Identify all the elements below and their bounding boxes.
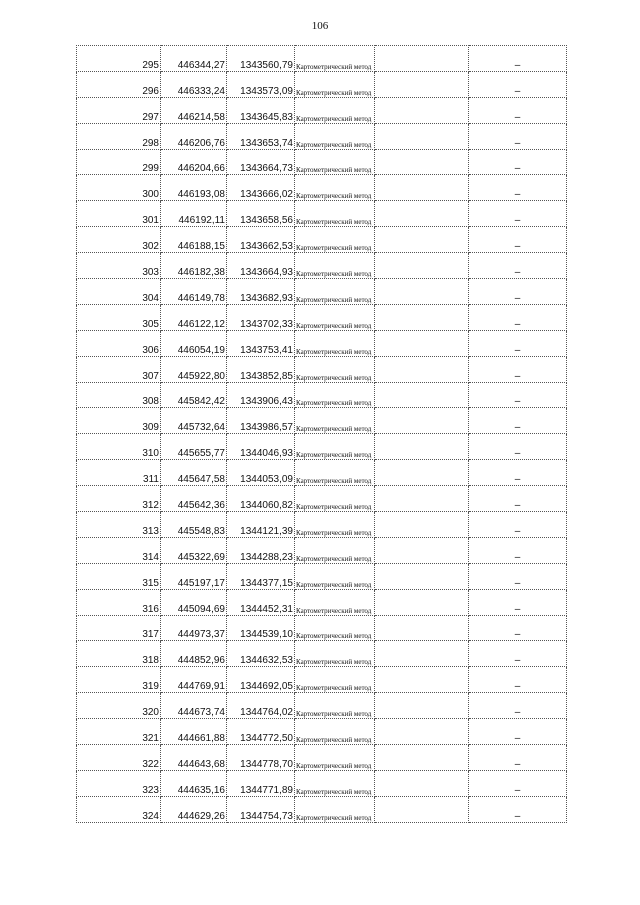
x-coordinate-cell: 446188,15	[161, 227, 227, 253]
accuracy-dash-cell: –	[469, 641, 567, 667]
y-coordinate-cell: 1343560,79	[227, 46, 295, 72]
y-coordinate-cell: 1344288,23	[227, 537, 295, 563]
x-coordinate-cell: 444769,91	[161, 667, 227, 693]
accuracy-dash-cell: –	[469, 175, 567, 201]
accuracy-dash-cell: –	[469, 537, 567, 563]
table-row	[77, 770, 567, 796]
method-cell: Картометрический метод	[295, 537, 375, 563]
table-row	[77, 408, 567, 434]
table-row	[77, 719, 567, 745]
page-number: 106	[311, 20, 329, 32]
empty-cell	[375, 537, 469, 563]
point-number-cell: 295	[77, 46, 161, 72]
x-coordinate-cell: 446214,58	[161, 97, 227, 123]
x-coordinate-cell: 445642,36	[161, 486, 227, 512]
table-row	[77, 641, 567, 667]
x-coordinate-cell: 445732,64	[161, 408, 227, 434]
empty-cell	[375, 486, 469, 512]
x-coordinate-cell: 445197,17	[161, 563, 227, 589]
method-cell: Картометрический метод	[295, 330, 375, 356]
accuracy-dash-cell: –	[469, 486, 567, 512]
table-row	[77, 175, 567, 201]
y-coordinate-cell: 1343753,41	[227, 330, 295, 356]
point-number-cell: 318	[77, 641, 161, 667]
y-coordinate-cell: 1343662,53	[227, 227, 295, 253]
y-coordinate-cell: 1343658,56	[227, 201, 295, 227]
point-number-cell: 316	[77, 589, 161, 615]
x-coordinate-cell: 446206,76	[161, 123, 227, 149]
empty-cell	[375, 149, 469, 175]
point-number-cell: 321	[77, 719, 161, 745]
y-coordinate-cell: 1344754,73	[227, 796, 295, 822]
method-cell: Картометрический метод	[295, 641, 375, 667]
table-row	[77, 382, 567, 408]
table-row	[77, 356, 567, 382]
x-coordinate-cell: 445094,69	[161, 589, 227, 615]
method-cell: Картометрический метод	[295, 356, 375, 382]
method-cell: Картометрический метод	[295, 382, 375, 408]
y-coordinate-cell: 1344053,09	[227, 460, 295, 486]
y-coordinate-cell: 1343573,09	[227, 71, 295, 97]
method-cell: Картометрический метод	[295, 796, 375, 822]
y-coordinate-cell: 1344764,02	[227, 693, 295, 719]
table-row	[77, 589, 567, 615]
empty-cell	[375, 175, 469, 201]
empty-cell	[375, 71, 469, 97]
table-row	[77, 201, 567, 227]
accuracy-dash-cell: –	[469, 279, 567, 305]
method-cell: Картометрический метод	[295, 667, 375, 693]
y-coordinate-cell: 1344772,50	[227, 719, 295, 745]
accuracy-dash-cell: –	[469, 382, 567, 408]
point-number-cell: 309	[77, 408, 161, 434]
accuracy-dash-cell: –	[469, 615, 567, 641]
x-coordinate-cell: 446192,11	[161, 201, 227, 227]
method-cell: Картометрический метод	[295, 486, 375, 512]
accuracy-dash-cell: –	[469, 460, 567, 486]
x-coordinate-cell: 444973,37	[161, 615, 227, 641]
method-cell: Картометрический метод	[295, 719, 375, 745]
x-coordinate-cell: 445548,83	[161, 512, 227, 538]
method-cell: Картометрический метод	[295, 745, 375, 771]
x-coordinate-cell: 444643,68	[161, 745, 227, 771]
table-row	[77, 97, 567, 123]
accuracy-dash-cell: –	[469, 512, 567, 538]
method-cell: Картометрический метод	[295, 693, 375, 719]
point-number-cell: 311	[77, 460, 161, 486]
x-coordinate-cell: 446193,08	[161, 175, 227, 201]
accuracy-dash-cell: –	[469, 46, 567, 72]
x-coordinate-cell: 446149,78	[161, 279, 227, 305]
empty-cell	[375, 563, 469, 589]
x-coordinate-cell: 446333,24	[161, 71, 227, 97]
x-coordinate-cell: 444629,26	[161, 796, 227, 822]
method-cell: Картометрический метод	[295, 253, 375, 279]
point-number-cell: 305	[77, 304, 161, 330]
x-coordinate-cell: 445922,80	[161, 356, 227, 382]
empty-cell	[375, 434, 469, 460]
point-number-cell: 302	[77, 227, 161, 253]
x-coordinate-cell: 444673,74	[161, 693, 227, 719]
point-number-cell: 307	[77, 356, 161, 382]
table-row	[77, 693, 567, 719]
method-cell: Картометрический метод	[295, 123, 375, 149]
table-row	[77, 46, 567, 72]
table-row	[77, 304, 567, 330]
method-cell: Картометрический метод	[295, 770, 375, 796]
accuracy-dash-cell: –	[469, 253, 567, 279]
point-number-cell: 304	[77, 279, 161, 305]
table-row	[77, 330, 567, 356]
table-row	[77, 615, 567, 641]
point-number-cell: 313	[77, 512, 161, 538]
y-coordinate-cell: 1344539,10	[227, 615, 295, 641]
point-number-cell: 301	[77, 201, 161, 227]
accuracy-dash-cell: –	[469, 356, 567, 382]
empty-cell	[375, 512, 469, 538]
method-cell: Картометрический метод	[295, 46, 375, 72]
accuracy-dash-cell: –	[469, 201, 567, 227]
empty-cell	[375, 589, 469, 615]
accuracy-dash-cell: –	[469, 589, 567, 615]
y-coordinate-cell: 1344046,93	[227, 434, 295, 460]
accuracy-dash-cell: –	[469, 123, 567, 149]
method-cell: Картометрический метод	[295, 408, 375, 434]
method-cell: Картометрический метод	[295, 563, 375, 589]
y-coordinate-cell: 1343852,85	[227, 356, 295, 382]
accuracy-dash-cell: –	[469, 149, 567, 175]
method-cell: Картометрический метод	[295, 434, 375, 460]
accuracy-dash-cell: –	[469, 563, 567, 589]
table-row	[77, 123, 567, 149]
empty-cell	[375, 201, 469, 227]
table-row	[77, 149, 567, 175]
y-coordinate-cell: 1343906,43	[227, 382, 295, 408]
point-number-cell: 314	[77, 537, 161, 563]
method-cell: Картометрический метод	[295, 97, 375, 123]
y-coordinate-cell: 1344771,89	[227, 770, 295, 796]
point-number-cell: 324	[77, 796, 161, 822]
empty-cell	[375, 304, 469, 330]
x-coordinate-cell: 445842,42	[161, 382, 227, 408]
empty-cell	[375, 408, 469, 434]
point-number-cell: 298	[77, 123, 161, 149]
coordinates-table	[76, 45, 567, 823]
y-coordinate-cell: 1343653,74	[227, 123, 295, 149]
table-row	[77, 537, 567, 563]
point-number-cell: 303	[77, 253, 161, 279]
x-coordinate-cell: 444661,88	[161, 719, 227, 745]
empty-cell	[375, 279, 469, 305]
table-row	[77, 71, 567, 97]
accuracy-dash-cell: –	[469, 796, 567, 822]
y-coordinate-cell: 1344778,70	[227, 745, 295, 771]
method-cell: Картометрический метод	[295, 279, 375, 305]
method-cell: Картометрический метод	[295, 512, 375, 538]
table-row	[77, 253, 567, 279]
table-row	[77, 227, 567, 253]
empty-cell	[375, 356, 469, 382]
accuracy-dash-cell: –	[469, 227, 567, 253]
x-coordinate-cell: 445655,77	[161, 434, 227, 460]
empty-cell	[375, 253, 469, 279]
accuracy-dash-cell: –	[469, 304, 567, 330]
accuracy-dash-cell: –	[469, 97, 567, 123]
x-coordinate-cell: 446344,27	[161, 46, 227, 72]
y-coordinate-cell: 1343666,02	[227, 175, 295, 201]
method-cell: Картометрический метод	[295, 175, 375, 201]
table-row	[77, 279, 567, 305]
accuracy-dash-cell: –	[469, 330, 567, 356]
empty-cell	[375, 693, 469, 719]
y-coordinate-cell: 1344060,82	[227, 486, 295, 512]
y-coordinate-cell: 1343664,93	[227, 253, 295, 279]
method-cell: Картометрический метод	[295, 71, 375, 97]
point-number-cell: 315	[77, 563, 161, 589]
point-number-cell: 319	[77, 667, 161, 693]
method-cell: Картометрический метод	[295, 227, 375, 253]
accuracy-dash-cell: –	[469, 408, 567, 434]
y-coordinate-cell: 1344121,39	[227, 512, 295, 538]
y-coordinate-cell: 1343664,73	[227, 149, 295, 175]
y-coordinate-cell: 1343986,57	[227, 408, 295, 434]
y-coordinate-cell: 1344632,53	[227, 641, 295, 667]
accuracy-dash-cell: –	[469, 719, 567, 745]
y-coordinate-cell: 1343702,33	[227, 304, 295, 330]
x-coordinate-cell: 444635,16	[161, 770, 227, 796]
point-number-cell: 312	[77, 486, 161, 512]
table-row	[77, 745, 567, 771]
point-number-cell: 320	[77, 693, 161, 719]
point-number-cell: 300	[77, 175, 161, 201]
empty-cell	[375, 460, 469, 486]
y-coordinate-cell: 1343645,83	[227, 97, 295, 123]
point-number-cell: 296	[77, 71, 161, 97]
point-number-cell: 297	[77, 97, 161, 123]
accuracy-dash-cell: –	[469, 71, 567, 97]
x-coordinate-cell: 444852,96	[161, 641, 227, 667]
point-number-cell: 310	[77, 434, 161, 460]
point-number-cell: 323	[77, 770, 161, 796]
method-cell: Картометрический метод	[295, 460, 375, 486]
empty-cell	[375, 667, 469, 693]
empty-cell	[375, 97, 469, 123]
point-number-cell: 308	[77, 382, 161, 408]
empty-cell	[375, 227, 469, 253]
table-row	[77, 434, 567, 460]
accuracy-dash-cell: –	[469, 770, 567, 796]
empty-cell	[375, 796, 469, 822]
empty-cell	[375, 123, 469, 149]
accuracy-dash-cell: –	[469, 693, 567, 719]
accuracy-dash-cell: –	[469, 434, 567, 460]
point-number-cell: 299	[77, 149, 161, 175]
table-row	[77, 460, 567, 486]
method-cell: Картометрический метод	[295, 615, 375, 641]
table-row	[77, 796, 567, 822]
y-coordinate-cell: 1344452,31	[227, 589, 295, 615]
empty-cell	[375, 745, 469, 771]
empty-cell	[375, 330, 469, 356]
empty-cell	[375, 382, 469, 408]
point-number-cell: 317	[77, 615, 161, 641]
method-cell: Картометрический метод	[295, 589, 375, 615]
point-number-cell: 306	[77, 330, 161, 356]
method-cell: Картометрический метод	[295, 149, 375, 175]
method-cell: Картометрический метод	[295, 304, 375, 330]
y-coordinate-cell: 1343682,93	[227, 279, 295, 305]
empty-cell	[375, 615, 469, 641]
empty-cell	[375, 770, 469, 796]
empty-cell	[375, 719, 469, 745]
x-coordinate-cell: 446204,66	[161, 149, 227, 175]
method-cell: Картометрический метод	[295, 201, 375, 227]
empty-cell	[375, 641, 469, 667]
y-coordinate-cell: 1344692,05	[227, 667, 295, 693]
table-row	[77, 667, 567, 693]
x-coordinate-cell: 446182,38	[161, 253, 227, 279]
x-coordinate-cell: 445647,58	[161, 460, 227, 486]
table-row	[77, 512, 567, 538]
x-coordinate-cell: 446054,19	[161, 330, 227, 356]
accuracy-dash-cell: –	[469, 745, 567, 771]
accuracy-dash-cell: –	[469, 667, 567, 693]
empty-cell	[375, 46, 469, 72]
point-number-cell: 322	[77, 745, 161, 771]
x-coordinate-cell: 446122,12	[161, 304, 227, 330]
table-row	[77, 486, 567, 512]
x-coordinate-cell: 445322,69	[161, 537, 227, 563]
table-row	[77, 563, 567, 589]
y-coordinate-cell: 1344377,15	[227, 563, 295, 589]
